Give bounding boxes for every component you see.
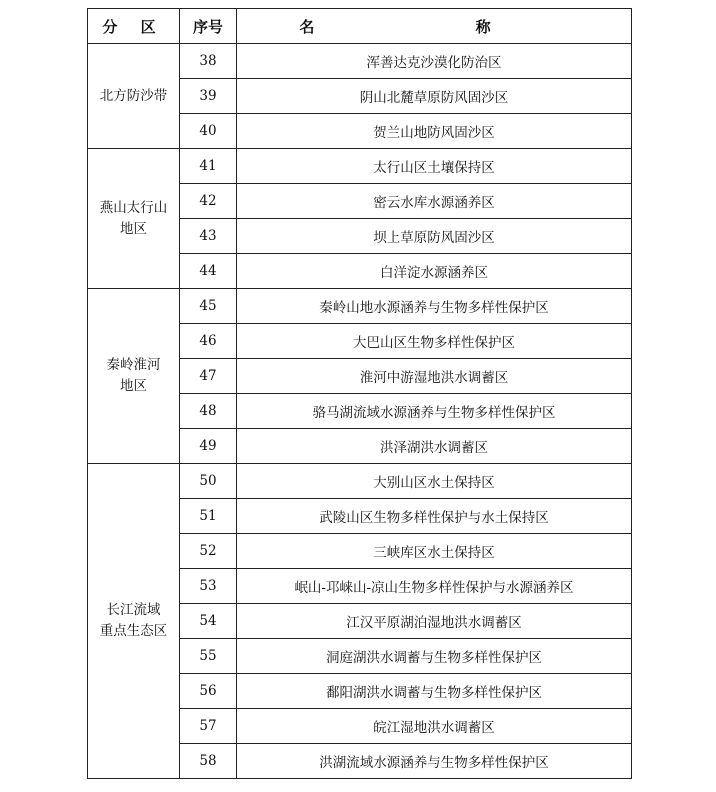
area-label: 北方防沙带 [99,87,168,104]
row-number: 57 [180,709,237,744]
area-label: 长江流域 [106,602,161,618]
row-number: 38 [180,44,237,79]
row-number: 53 [180,569,237,604]
row-name: 洪湖流域水源涵养与生物多样性保护区 [237,744,632,779]
row-number: 44 [180,254,237,289]
row-number: 46 [180,324,237,359]
row-name: 岷山-邛崃山-凉山生物多样性保护与水源涵养区 [237,569,632,604]
area-cell [88,289,180,464]
table-row [88,44,632,79]
row-name: 淮河中游湿地洪水调蓄区 [237,359,632,394]
row-name: 大巴山区生物多样性保护区 [237,324,632,359]
row-name: 太行山区土壤保持区 [237,149,632,184]
row-name: 鄱阳湖洪水调蓄与生物多样性保护区 [237,674,632,709]
area-label: 秦岭淮河 [106,357,161,373]
row-name: 秦岭山地水源涵养与生物多样性保护区 [237,289,632,324]
row-name: 白洋淀水源涵养区 [237,254,632,289]
row-number: 40 [180,114,237,149]
row-number: 56 [180,674,237,709]
row-name: 三峡库区水土保持区 [237,534,632,569]
header-number: 序号 [180,9,237,44]
row-number: 45 [180,289,237,324]
row-number: 49 [180,429,237,464]
table-row [88,149,632,184]
row-number: 48 [180,394,237,429]
area-label: 燕山太行山 [99,199,168,216]
row-name: 浑善达克沙漠化防治区 [237,44,632,79]
row-name: 洞庭湖洪水调蓄与生物多样性保护区 [237,639,632,674]
row-name: 密云水库水源涵养区 [237,184,632,219]
row-number: 41 [180,149,237,184]
row-name: 江汉平原湖泊湿地洪水调蓄区 [237,604,632,639]
area-label: 地区 [120,378,147,394]
row-number: 50 [180,464,237,499]
row-name: 骆马湖流域水源涵养与生物多样性保护区 [237,394,632,429]
area-cell [88,149,180,289]
row-number: 39 [180,79,237,114]
header-row [88,9,632,44]
row-name: 洪泽湖洪水调蓄区 [237,429,632,464]
table-row [88,289,632,324]
area-label: 地区 [120,220,147,237]
header-name: 名 称 [237,9,632,44]
row-number: 52 [180,534,237,569]
table-body [88,44,632,779]
regions-table [87,8,632,779]
area-cell [88,464,180,779]
row-number: 42 [180,184,237,219]
row-name: 大别山区水土保持区 [237,464,632,499]
row-name: 坝上草原防风固沙区 [237,219,632,254]
header-area: 分 区 [88,9,180,44]
row-number: 58 [180,744,237,779]
row-name: 皖江湿地洪水调蓄区 [237,709,632,744]
row-name: 武陵山区生物多样性保护与水土保持区 [237,499,632,534]
row-number: 43 [180,219,237,254]
row-number: 54 [180,604,237,639]
table-row [88,464,632,499]
row-name: 阴山北麓草原防风固沙区 [237,79,632,114]
area-cell [88,44,180,149]
row-number: 51 [180,499,237,534]
area-label: 重点生态区 [99,623,168,639]
row-number: 47 [180,359,237,394]
row-number: 55 [180,639,237,674]
row-name: 贺兰山地防风固沙区 [237,114,632,149]
